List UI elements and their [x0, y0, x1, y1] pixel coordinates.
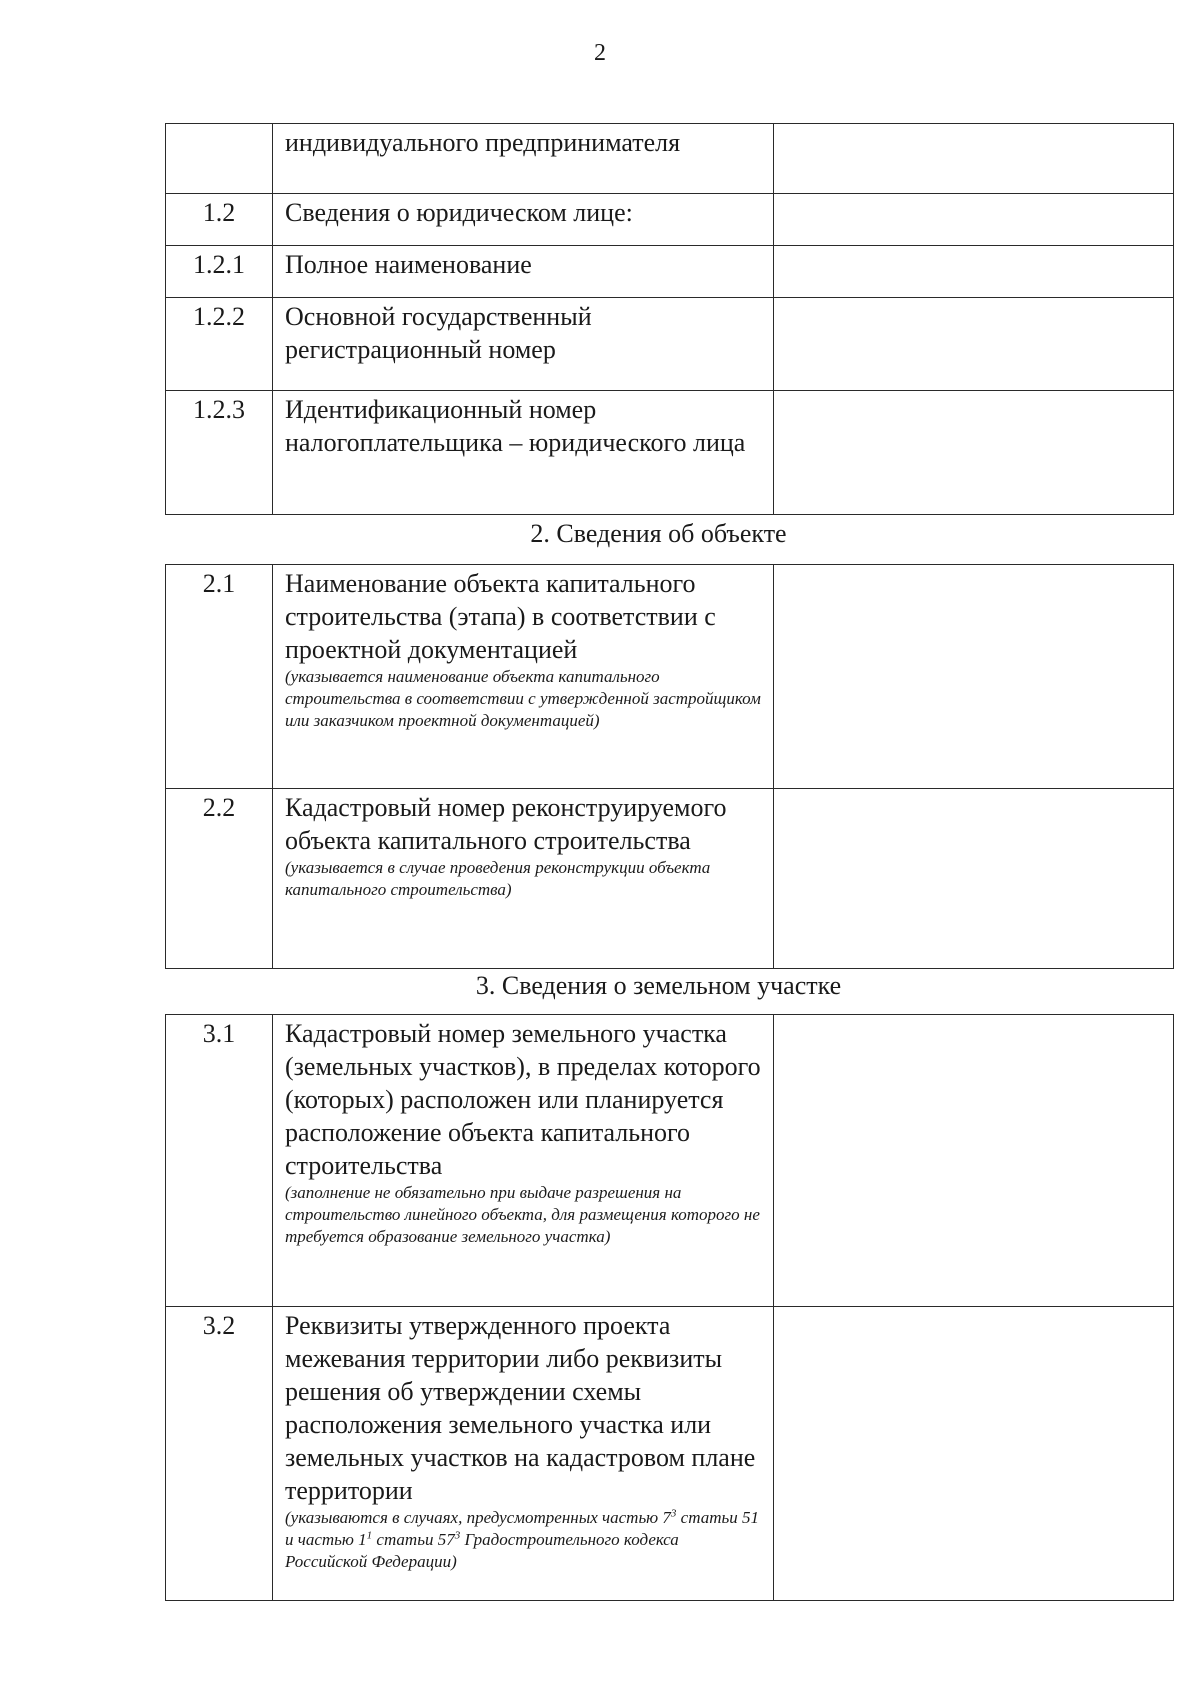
row-label: Полное наименование — [273, 246, 774, 298]
row-label: индивидуального предпринимателя — [273, 124, 774, 194]
row-number: 3.1 — [166, 1015, 273, 1307]
value-cell[interactable] — [774, 391, 1174, 515]
row-number: 2.2 — [166, 789, 273, 969]
row-label: Основной государственный регистрационный номер — [273, 298, 774, 391]
table-row — [166, 298, 1174, 391]
row-note: (указывается наименование объекта капитального строительства в соответствии с утвержденной застройщиком или заказчиком проектной документацией) — [285, 667, 761, 730]
row-label: Кадастровый номер реконструируемого объекта капитального строительства — [285, 793, 727, 855]
value-cell[interactable] — [774, 246, 1174, 298]
table-row — [166, 246, 1174, 298]
note-text: (указываются в случаях, предусмотренных частью 7 — [285, 1508, 671, 1527]
table-row — [166, 789, 1174, 969]
row-label-cell — [273, 789, 774, 969]
row-label: Реквизиты утвержденного проекта межевания территории либо реквизиты решения об утверждении схемы расположения земельного участка или земельных участков на кадастровом плане территории — [285, 1311, 756, 1505]
row-number: 1.2 — [166, 194, 273, 246]
row-label: Сведения о юридическом лице: — [273, 194, 774, 246]
note-text: статьи 51 и частью 1 — [285, 1508, 759, 1549]
value-cell[interactable] — [774, 124, 1174, 194]
value-cell[interactable] — [774, 1307, 1174, 1601]
superscript: 1 — [366, 1529, 373, 1542]
value-cell[interactable] — [774, 789, 1174, 969]
note-text: статьи 57 — [372, 1530, 455, 1549]
value-cell[interactable] — [774, 194, 1174, 246]
table-row — [166, 391, 1174, 515]
section3-table — [165, 1014, 1174, 1601]
superscript: 3 — [454, 1529, 461, 1542]
row-number: 1.2.3 — [166, 391, 273, 515]
row-label: Кадастровый номер земельного участка (земельных участков), в пределах которого (которых) расположен или планируется расположение объекта капитального строительства — [285, 1019, 761, 1180]
row-label: Наименование объекта капитального строительства (этапа) в соответствии с проектной документацией — [285, 569, 716, 664]
section2-table — [165, 564, 1174, 969]
section-heading: 2. Сведения об объекте — [530, 519, 787, 548]
value-cell[interactable] — [774, 1015, 1174, 1307]
row-number — [166, 124, 273, 194]
table-row — [166, 565, 1174, 789]
row-number: 1.2.2 — [166, 298, 273, 391]
row-label-cell — [273, 565, 774, 789]
superscript: 3 — [670, 1507, 677, 1520]
page-number: 2 — [594, 40, 606, 66]
row-label-cell — [273, 1015, 774, 1307]
table-row — [166, 194, 1174, 246]
row-note: (указывается в случае проведения реконструкции объекта капитального строительства) — [285, 858, 711, 899]
value-cell[interactable] — [774, 565, 1174, 789]
value-cell[interactable] — [774, 298, 1174, 391]
row-number: 3.2 — [166, 1307, 273, 1601]
row-number: 1.2.1 — [166, 246, 273, 298]
row-note — [285, 1507, 765, 1573]
table-row — [166, 1015, 1174, 1307]
section1-table — [165, 123, 1174, 515]
row-label: Идентификационный номер налогоплательщика – юридического лица — [273, 391, 774, 515]
table-row — [166, 1307, 1174, 1601]
table-row — [166, 124, 1174, 194]
row-label-cell — [273, 1307, 774, 1601]
row-number: 2.1 — [166, 565, 273, 789]
note-text: Градостроительного кодекса Российской Федерации) — [285, 1530, 679, 1571]
section-heading: 3. Сведения о земельном участке — [475, 971, 842, 1000]
row-note: (заполнение не обязательно при выдаче разрешения на строительство линейного объекта, для размещения которого не требуется образование земельного участка) — [285, 1183, 760, 1246]
